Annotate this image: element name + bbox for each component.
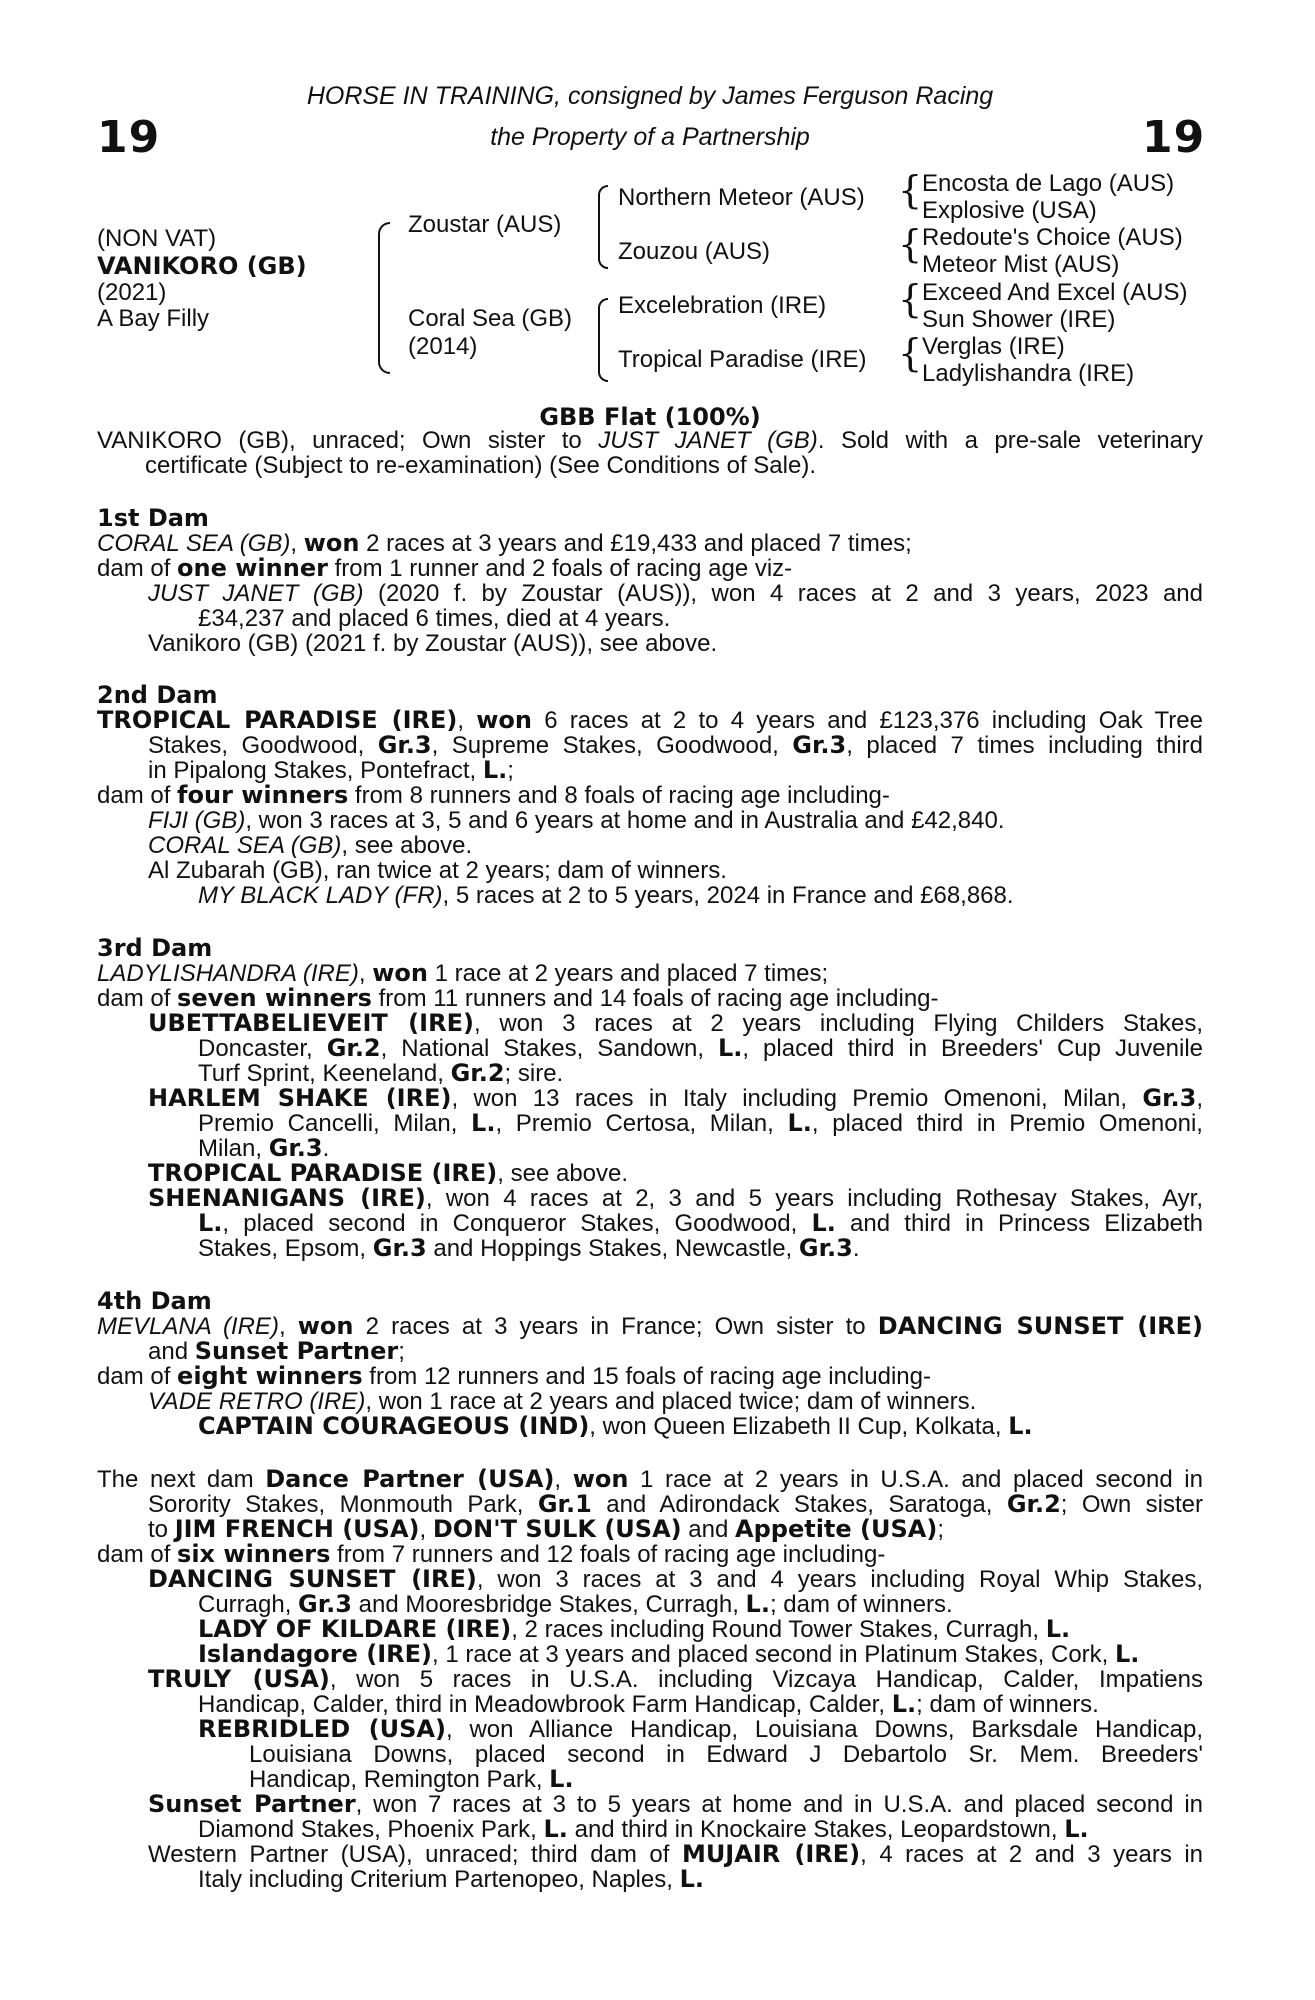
pedigree-sire: Zoustar (AUS)	[408, 211, 562, 238]
next-line-2: Sorority Stakes, Monmouth Park, Gr.1 and Adirondack Stakes, Saratoga, Gr.2; Own sister	[148, 1490, 1203, 1518]
dam3-harlem-1: HARLEM SHAKE (IRE), won 13 races in Italy including Premio Omenoni, Milan, Gr.3,	[148, 1084, 1203, 1112]
dam2-line-1: TROPICAL PARADISE (IRE), won 6 races at 2 to 4 years and £123,376 including Oak Tree	[97, 706, 1203, 734]
dam1-line-1: CORAL SEA (GB), won 2 races at 3 years and £19,433 and placed 7 times;	[97, 529, 912, 557]
dam1-line-5: Vanikoro (GB) (2021 f. by Zoustar (AUS)), see above.	[148, 630, 718, 657]
vat-status: (NON VAT)	[97, 225, 217, 252]
dam4-line-4: VADE RETRO (IRE), won 1 race at 2 years and placed twice; dam of winners.	[148, 1388, 977, 1415]
lot-number-left: 19	[97, 112, 161, 163]
dam4-line-5: CAPTAIN COURAGEOUS (IND), won Queen Elizabeth II Cup, Kolkata, L.	[198, 1412, 1033, 1440]
dam1-line-4: £34,237 and placed 6 times, died at 4 years.	[198, 605, 671, 632]
pedigree-g3-6: Sun Shower (IRE)	[922, 306, 1116, 333]
pedigree-dam: Coral Sea (GB)	[408, 305, 573, 332]
horse-name: VANIKORO (GB)	[97, 252, 307, 280]
pedigree-bracket-sire	[598, 185, 608, 269]
dam3-ubet-3: Turf Sprint, Keeneland, Gr.2; sire.	[198, 1059, 564, 1087]
dam3-harlem-2: Premio Cancelli, Milan, L., Premio Certosa, Milan, L., placed third in Premio Omenoni,	[198, 1109, 1203, 1137]
pedigree-dam-year: (2014)	[408, 333, 478, 360]
horse-description: A Bay Filly	[97, 305, 210, 332]
dam4-heading: 4th Dam	[97, 1287, 212, 1315]
dam3-line-2: dam of seven winners from 11 runners and 14 foals of racing age including-	[97, 984, 939, 1012]
pedigree-brace-3: {	[898, 277, 923, 321]
next-rebridled-1: REBRIDLED (USA), won Alliance Handicap, Louisiana Downs, Barksdale Handicap,	[198, 1715, 1204, 1743]
dam4-line-1: MEVLANA (IRE), won 2 races at 3 years in France; Own sister to DANCING SUNSET (IRE)	[97, 1312, 1203, 1340]
next-truly-1: TRULY (USA), won 5 races in U.S.A. including Vizcaya Handicap, Calder, Impatiens	[148, 1665, 1203, 1693]
intro-line-1: VANIKORO (GB), unraced; Own sister to JUST JANET (GB). Sold with a pre-sale veterinary	[97, 427, 1203, 454]
next-rebridled-2: Louisiana Downs, placed second in Edward J Debartolo Sr. Mem. Breeders'	[249, 1741, 1203, 1768]
pedigree-brace-4: {	[898, 331, 923, 375]
pedigree-bracket-main	[378, 222, 390, 374]
lot-number-right: 19	[1142, 112, 1206, 163]
dam2-line-4: dam of four winners from 8 runners and 8 foals of racing age including-	[97, 781, 890, 809]
dam3-shen-3: Stakes, Epsom, Gr.3 and Hoppings Stakes, Newcastle, Gr.3.	[198, 1234, 860, 1262]
dam3-tropical: TROPICAL PARADISE (IRE), see above.	[148, 1159, 629, 1187]
pedigree-brace-2: {	[898, 222, 923, 266]
dam1-line-2: dam of one winner from 1 runner and 2 foals of racing age viz-	[97, 554, 793, 582]
next-truly-2: Handicap, Calder, third in Meadowbrook Farm Handicap, Calder, L.; dam of winners.	[198, 1690, 1099, 1718]
dam2-line-6: CORAL SEA (GB), see above.	[148, 832, 473, 859]
dam2-line-2: Stakes, Goodwood, Gr.3, Supreme Stakes, Goodwood, Gr.3, placed 7 times including third	[148, 731, 1203, 759]
gbb-rating: GBB Flat (100%)	[539, 403, 761, 431]
dam3-ubet-1: UBETTABELIEVEIT (IRE), won 3 races at 2 years including Flying Childers Stakes,	[148, 1009, 1203, 1037]
next-kildare: LADY OF KILDARE (IRE), 2 races including Round Tower Stakes, Curragh, L.	[198, 1615, 1071, 1643]
pedigree-sire-dam: Zouzou (AUS)	[618, 238, 771, 265]
dam3-harlem-3: Milan, Gr.3.	[198, 1134, 330, 1162]
pedigree-g3-1: Encosta de Lago (AUS)	[922, 170, 1175, 197]
dam3-heading: 3rd Dam	[97, 934, 213, 962]
header-consignor: HORSE IN TRAINING, consigned by James Ferguson Racing	[306, 82, 994, 110]
pedigree-g3-2: Explosive (USA)	[922, 197, 1097, 224]
dam3-line-1: LADYLISHANDRA (IRE), won 1 race at 2 years and placed 7 times;	[97, 959, 829, 987]
pedigree-dam-dam: Tropical Paradise (IRE)	[618, 346, 867, 373]
dam2-line-5: FIJI (GB), won 3 races at 3, 5 and 6 years at home and in Australia and £42,840.	[148, 807, 1005, 834]
next-islandagore: Islandagore (IRE), 1 race at 3 years and placed second in Platinum Stakes, Cork, L.	[198, 1640, 1140, 1668]
dam3-shen-2: L., placed second in Conqueror Stakes, Goodwood, L. and third in Princess Elizabeth	[198, 1209, 1203, 1237]
next-rebridled-3: Handicap, Remington Park, L.	[249, 1765, 574, 1793]
dam2-line-7: Al Zubarah (GB), ran twice at 2 years; dam of winners.	[148, 857, 727, 884]
pedigree-g3-8: Ladylishandra (IRE)	[922, 360, 1135, 387]
dam4-line-3: dam of eight winners from 12 runners and 15 foals of racing age including-	[97, 1362, 931, 1390]
next-line-3: to JIM FRENCH (USA), DON'T SULK (USA) and Appetite (USA);	[148, 1515, 944, 1543]
dam2-line-8: MY BLACK LADY (FR), 5 races at 2 to 5 years, 2024 in France and £68,868.	[198, 882, 1014, 909]
dam3-ubet-2: Doncaster, Gr.2, National Stakes, Sandown, L., placed third in Breeders' Cup Juvenile	[198, 1034, 1203, 1062]
pedigree-g3-7: Verglas (IRE)	[922, 333, 1065, 360]
dam2-line-3: in Pipalong Stakes, Pontefract, L.;	[148, 756, 514, 784]
dam4-line-2: and Sunset Partner;	[148, 1337, 405, 1365]
next-line-1: The next dam Dance Partner (USA), won 1 race at 2 years in U.S.A. and placed second in	[97, 1465, 1203, 1493]
pedigree-g3-3: Redoute's Choice (AUS)	[922, 224, 1183, 251]
intro-line-2: certificate (Subject to re-examination) (See Conditions of Sale).	[145, 452, 816, 479]
pedigree-sire-sire: Northern Meteor (AUS)	[618, 184, 865, 211]
next-dancing-2: Curragh, Gr.3 and Mooresbridge Stakes, Curragh, L.; dam of winners.	[198, 1590, 953, 1618]
next-western-2: Italy including Criterium Partenopeo, Naples, L.	[198, 1865, 704, 1893]
pedigree-brace-1: {	[898, 168, 923, 212]
header-property: the Property of a Partnership	[490, 123, 810, 151]
horse-year: (2021)	[97, 279, 167, 306]
next-line-4: dam of six winners from 7 runners and 12 foals of racing age including-	[97, 1540, 886, 1568]
pedigree-bracket-dam	[598, 298, 608, 382]
pedigree-dam-sire: Excelebration (IRE)	[618, 292, 827, 319]
pedigree-g3-4: Meteor Mist (AUS)	[922, 251, 1120, 278]
next-sunset-2: Diamond Stakes, Phoenix Park, L. and third in Knockaire Stakes, Leopardstown, L.	[198, 1815, 1089, 1843]
pedigree-g3-5: Exceed And Excel (AUS)	[922, 279, 1188, 306]
next-western-1: Western Partner (USA), unraced; third dam of MUJAIR (IRE), 4 races at 2 and 3 years in	[148, 1840, 1203, 1868]
dam1-line-3: JUST JANET (GB) (2020 f. by Zoustar (AUS)), won 4 races at 2 and 3 years, 2023 and	[148, 580, 1203, 607]
dam2-heading: 2nd Dam	[97, 681, 218, 709]
next-dancing-1: DANCING SUNSET (IRE), won 3 races at 3 and 4 years including Royal Whip Stakes,	[148, 1565, 1203, 1593]
dam1-heading: 1st Dam	[97, 504, 209, 532]
next-sunset-1: Sunset Partner, won 7 races at 3 to 5 years at home and in U.S.A. and placed second in	[148, 1790, 1203, 1818]
dam3-shen-1: SHENANIGANS (IRE), won 4 races at 2, 3 and 5 years including Rothesay Stakes, Ayr,	[148, 1184, 1203, 1212]
